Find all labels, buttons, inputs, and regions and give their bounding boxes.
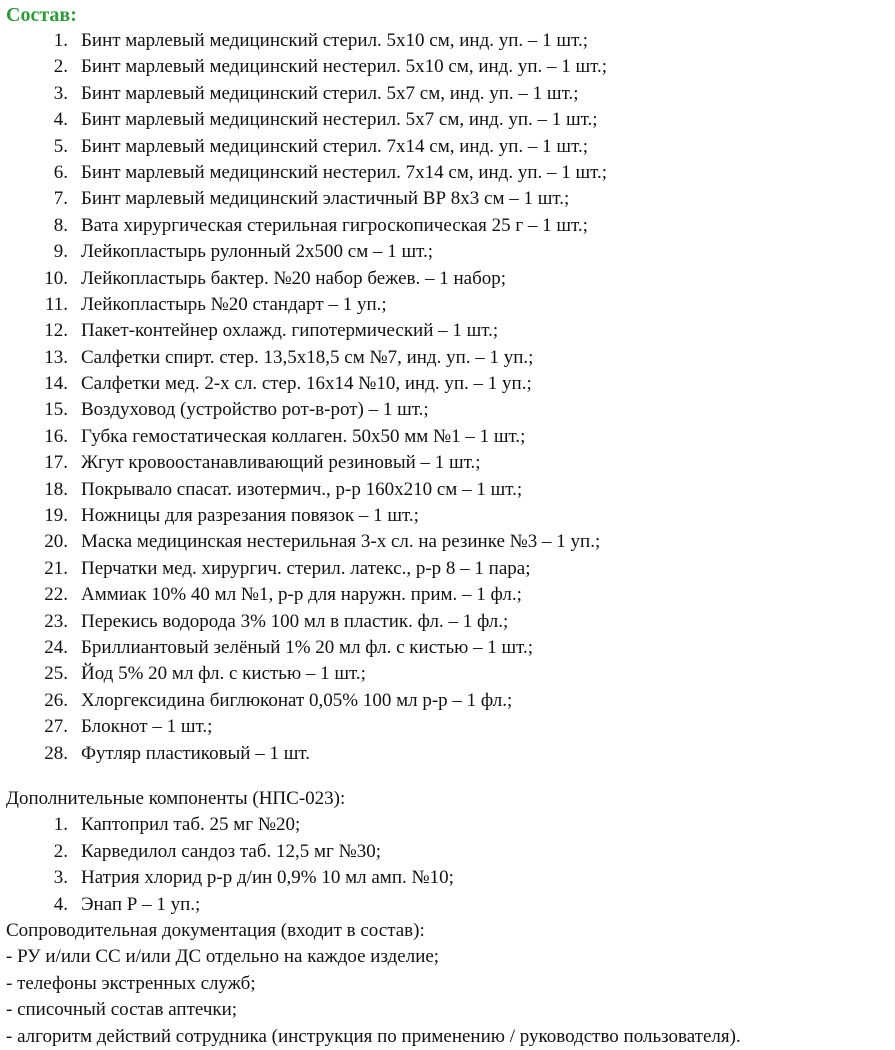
list-item-text: Воздуховод (устройство рот-в-рот) – 1 шт.; <box>81 399 429 421</box>
documentation-heading: Сопроводительная документация (входит в состав): <box>6 919 425 941</box>
additional-components-heading: Дополнительные компоненты (НПС-023): <box>6 788 346 809</box>
list-item-text: Футляр пластиковый – 1 шт. <box>81 742 310 764</box>
list-item-number: 15. <box>44 399 68 421</box>
list-item-text: Губка гемостатическая коллаген. 50х50 мм №1 – 1 шт.; <box>81 425 526 447</box>
documentation-item: - списочный состав аптечки; <box>6 999 238 1021</box>
additional-section <box>0 786 741 1050</box>
list-item <box>0 239 607 265</box>
list-item-number: 2. <box>53 840 68 862</box>
list-item-text: Перчатки мед. хирургич. стерил. латекс., р-р 8 – 1 пара; <box>81 557 531 579</box>
list-item-number: 18. <box>44 478 68 500</box>
list-item-number: 23. <box>44 610 68 632</box>
list-item <box>0 741 607 767</box>
list-item-text: Аммиак 10% 40 мл №1, р-р для наружн. прим. – 1 фл.; <box>81 584 522 606</box>
list-item <box>0 54 607 80</box>
list-item-number: 25. <box>44 663 68 685</box>
documentation-item: - алгоритм действий сотрудника (инструкция по применению / руководство пользователя). <box>6 1025 741 1047</box>
list-item-text: Салфетки мед. 2-х сл. стер. 16х14 №10, инд. уп. – 1 уп.; <box>81 373 532 395</box>
list-item-number: 17. <box>44 452 68 474</box>
list-item <box>0 213 607 239</box>
list-item <box>0 556 607 582</box>
list-item-text: Энап Р – 1 уп.; <box>81 893 201 915</box>
list-item <box>0 28 607 54</box>
list-item-text: Перекись водорода 3% 100 мл в пластик. фл. – 1 фл.; <box>81 610 509 632</box>
list-item-number: 26. <box>44 689 68 711</box>
list-item-number: 5. <box>53 135 68 157</box>
list-item <box>0 477 607 503</box>
additional-list-item <box>0 812 741 838</box>
list-item <box>0 345 607 371</box>
list-item <box>0 266 607 292</box>
list-item-text: Пакет-контейнер охлажд. гипотермический – 1 шт.; <box>81 320 499 342</box>
list-item <box>0 635 607 661</box>
list-item <box>0 186 607 212</box>
list-item-number: 1. <box>53 814 68 836</box>
list-item-text: Натрия хлорид р-р д/ин 0,9% 10 мл амп. №10; <box>81 867 454 889</box>
list-item-number: 4. <box>53 893 68 915</box>
list-item-text: Лейкопластырь №20 стандарт – 1 уп.; <box>81 293 387 315</box>
list-item-number: 21. <box>44 557 68 579</box>
list-item <box>0 529 607 555</box>
list-item-number: 13. <box>44 346 68 368</box>
list-item-number: 2. <box>53 56 68 78</box>
list-item-number: 16. <box>44 425 68 447</box>
list-item <box>0 81 607 107</box>
list-item-number: 27. <box>44 716 68 738</box>
list-item-text: Покрывало спасат. изотермич., р-р 160х210 см – 1 шт.; <box>81 478 523 500</box>
list-item-text: Бинт марлевый медицинский стерил. 5х10 см, инд. уп. – 1 шт.; <box>81 30 588 51</box>
list-item <box>0 661 607 687</box>
list-item-number: 4. <box>53 109 68 131</box>
list-item-number: 20. <box>44 531 68 553</box>
list-item-number: 28. <box>44 742 68 764</box>
list-item-text: Бинт марлевый медицинский эластичный ВР 8х3 см – 1 шт.; <box>81 188 570 210</box>
list-item-text: Бинт марлевый медицинский стерил. 7х14 см, инд. уп. – 1 шт.; <box>81 135 588 157</box>
list-item-text: Бинт марлевый медицинский нестерил. 7х14 см, инд. уп. – 1 шт.; <box>81 161 608 183</box>
list-item-number: 22. <box>44 584 68 606</box>
list-item-number: 12. <box>44 320 68 342</box>
list-item <box>0 609 607 635</box>
list-item-text: Маска медицинская нестерильная 3-х сл. на резинке №3 – 1 уп.; <box>81 531 601 553</box>
list-item-text: Лейкопластырь рулонный 2х500 см – 1 шт.; <box>81 241 434 263</box>
additional-list-item <box>0 892 741 918</box>
list-item <box>0 503 607 529</box>
list-item <box>0 292 607 318</box>
list-item <box>0 371 607 397</box>
list-item-text: Салфетки спирт. стер. 13,5х18,5 см №7, инд. уп. – 1 уп.; <box>81 346 534 368</box>
list-item-text: Вата хирургическая стерильная гигроскопическая 25 г – 1 шт.; <box>81 214 588 236</box>
additional-list-item <box>0 839 741 865</box>
list-item-text: Бинт марлевый медицинский нестерил. 5х10 см, инд. уп. – 1 шт.; <box>81 56 608 78</box>
list-item-number: 9. <box>53 241 68 263</box>
documentation-item: - телефоны экстренных служб; <box>6 972 256 994</box>
list-item <box>0 582 607 608</box>
list-item-text: Карведилол сандоз таб. 12,5 мг №30; <box>81 840 381 862</box>
list-item-number: 19. <box>44 505 68 527</box>
list-item <box>0 160 607 186</box>
documentation-item: - РУ и/или СС и/или ДС отдельно на каждое изделие; <box>6 946 440 968</box>
list-item <box>0 318 607 344</box>
list-item-number: 3. <box>53 867 68 889</box>
composition-heading: Состав: <box>6 4 77 26</box>
list-item-text: Ножницы для разрезания повязок – 1 шт.; <box>81 505 419 527</box>
list-item-number: 3. <box>53 82 68 104</box>
list-item <box>0 107 607 133</box>
list-item-text: Хлоргексидина биглюконат 0,05% 100 мл р-р – 1 фл.; <box>81 689 513 711</box>
list-item-number: 7. <box>53 188 68 210</box>
list-item <box>0 714 607 740</box>
list-item-number: 10. <box>44 267 68 289</box>
list-item <box>0 424 607 450</box>
list-item-number: 14. <box>44 373 68 395</box>
list-item-text: Блокнот – 1 шт.; <box>81 716 213 738</box>
list-item <box>0 397 607 423</box>
additional-list-item <box>0 865 741 891</box>
list-item <box>0 688 607 714</box>
list-item-number: 8. <box>53 214 68 236</box>
list-item-number: 6. <box>53 161 68 183</box>
list-item-text: Бинт марлевый медицинский стерил. 5х7 см, инд. уп. – 1 шт.; <box>81 82 579 104</box>
list-item <box>0 134 607 160</box>
list-item-text: Бриллиантовый зелёный 1% 20 мл фл. с кистью – 1 шт.; <box>81 636 534 658</box>
list-item-text: Жгут кровоостанавливающий резиновый – 1 шт.; <box>81 452 481 474</box>
list-item-text: Каптоприл таб. 25 мг №20; <box>81 814 301 836</box>
list-item-text: Бинт марлевый медицинский нестерил. 5х7 см, инд. уп. – 1 шт.; <box>81 109 598 131</box>
list-item <box>0 450 607 476</box>
list-item-number: 11. <box>44 293 68 315</box>
list-item-number: 24. <box>44 636 68 658</box>
composition-list <box>0 28 607 767</box>
list-item-text: Йод 5% 20 мл фл. с кистью – 1 шт.; <box>81 663 366 685</box>
list-item-number: 1. <box>53 30 68 51</box>
list-item-text: Лейкопластырь бактер. №20 набор бежев. – 1 набор; <box>81 267 507 289</box>
